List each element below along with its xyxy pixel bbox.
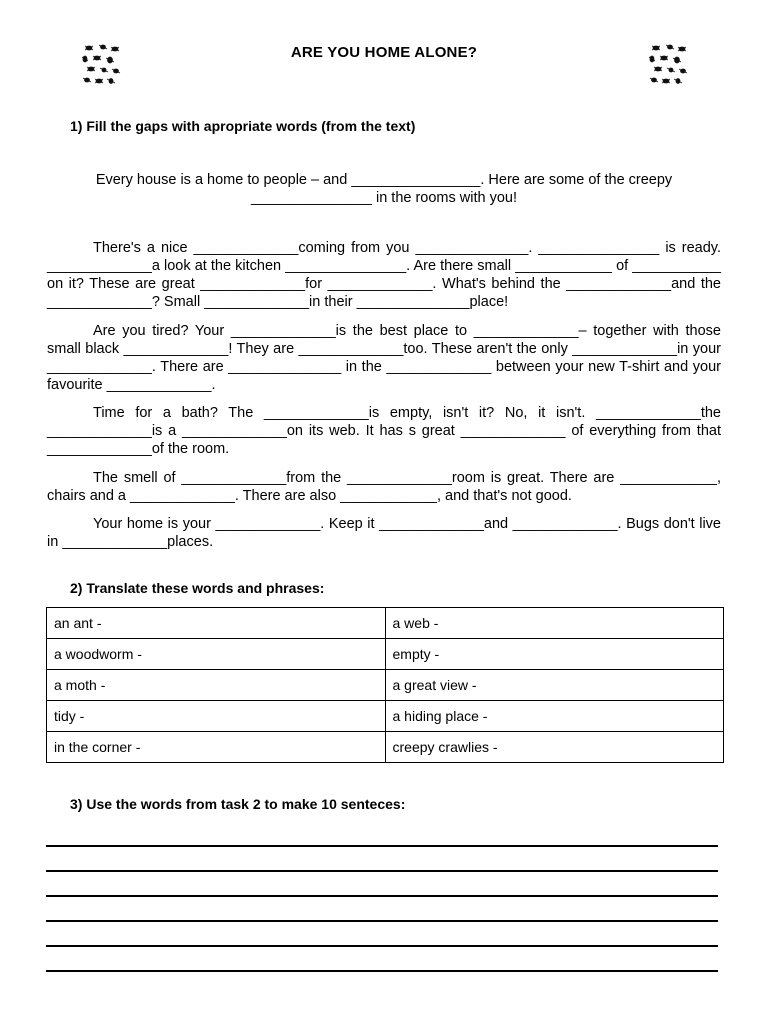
table-row <box>47 732 724 763</box>
task1-heading: 1) Fill the gaps with apropriate words (from the text) <box>70 118 416 134</box>
vocab-cell: a woodworm - <box>47 639 386 670</box>
vocab-cell: tidy - <box>47 701 386 732</box>
vocab-cell: creepy crawlies - <box>385 732 724 763</box>
answer-line <box>46 845 718 847</box>
vocabulary-table <box>46 607 724 763</box>
answer-line <box>46 920 718 922</box>
answer-line <box>46 895 718 897</box>
gap-paragraph: The smell of _____________from the _____________room is great. There are ____________, chairs and a _____________. There are also ____________, and that's not good. <box>47 470 721 504</box>
page-title: ARE YOU HOME ALONE? <box>290 44 478 61</box>
vocab-cell: a hiding place - <box>385 701 724 732</box>
gap-paragraph: Time for a bath? The _____________is empty, isn't it? No, it isn't. _____________the _____________is a _____________on its web. It has s great _____________ of everything from that _____________of the room. <box>47 405 721 457</box>
vocab-cell: in the corner - <box>47 732 386 763</box>
answer-line <box>46 945 718 947</box>
gap-paragraph: Are you tired? Your _____________is the best place to _____________– together with those small black _____________! They are _____________too. These aren't the only _____________in your _____________. There are ______________ in the _____________ between your new T-shirt and your favourite _____________. <box>47 323 721 393</box>
task1-intro: Every house is a home to people – and ________________. Here are some of the creepy _______________ in the rooms with you! <box>95 172 673 206</box>
vocab-cell: a great view - <box>385 670 724 701</box>
vocab-cell: an ant - <box>47 608 386 639</box>
table-row <box>47 639 724 670</box>
vocab-cell: a moth - <box>47 670 386 701</box>
task2-heading: 2) Translate these words and phrases: <box>70 580 325 596</box>
answer-line <box>46 970 718 972</box>
vocab-cell: a web - <box>385 608 724 639</box>
table-row <box>47 608 724 639</box>
vocab-cell: empty - <box>385 639 724 670</box>
answer-line <box>46 870 718 872</box>
table-row <box>47 670 724 701</box>
task3-heading: 3) Use the words from task 2 to make 10 senteces: <box>70 796 406 812</box>
table-row <box>47 701 724 732</box>
gap-paragraph: There's a nice _____________coming from you ______________. _______________ is ready. _____________a look at the kitchen _______________. Are there small ____________ of ___________ on it? These are great _____________for _____________. What's behind the _____________and the _____________? Small _____________in their ______________place! <box>47 240 721 310</box>
gap-paragraph: Your home is your _____________. Keep it _____________and _____________. Bugs don't live in _____________places. <box>47 516 721 550</box>
